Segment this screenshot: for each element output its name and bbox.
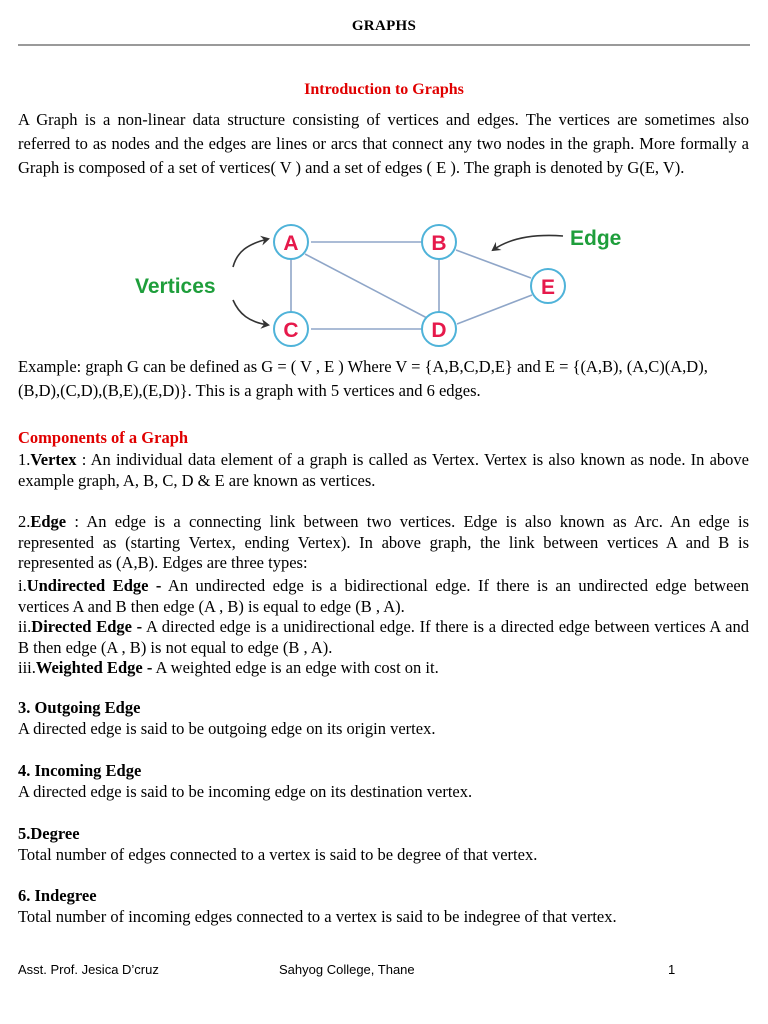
footer-page-number: 1 <box>668 962 676 977</box>
components-heading: Components of a Graph <box>18 428 189 447</box>
vertex-definition <box>18 450 749 491</box>
directed-number: ii. <box>18 617 32 636</box>
edge-arrow-icon <box>493 236 563 250</box>
edge-text: : An edge is a connecting link between two vertices. Edge is also known as Arc. An edge is represented as (starting Vertex, ending Vertex). In above graph, the link between vertices A and B is represented as (A,B). Edges are three types: <box>18 512 749 572</box>
edge-type-directed <box>18 617 749 658</box>
footer-author: Asst. Prof. Jesica D’cruz <box>18 962 159 977</box>
outgoing-heading: 3. Outgoing Edge <box>18 698 141 717</box>
edge-number: 2. <box>18 512 31 531</box>
example-paragraph: Example: graph G can be defined as G = ( V , E ) Where V = {A,B,C,D,E} and E = {(A,B), (A,C)(A,D),(B,D),(C,D),(B,E),(E,D)}. This is a graph with 5 vertices and 6 edges. <box>18 357 708 400</box>
graph-node-a <box>274 225 308 259</box>
edge-b-e <box>456 250 531 278</box>
graph-node-d <box>422 312 456 346</box>
edge-label: Edge <box>570 227 622 250</box>
edge-type-undirected <box>18 576 749 617</box>
directed-term: Directed Edge - <box>31 617 143 636</box>
outgoing-text: A directed edge is said to be outgoing edge on its origin vertex. <box>18 718 436 738</box>
vertices-label: Vertices <box>135 275 216 298</box>
graph-node-b <box>422 225 456 259</box>
edge-type-weighted <box>18 658 749 679</box>
vertices-arrow-down-icon <box>233 300 268 325</box>
node-label-c: C <box>283 319 299 342</box>
vertex-term: Vertex <box>30 450 77 469</box>
node-label-b: B <box>431 232 447 255</box>
graph-node-c <box>274 312 308 346</box>
node-label-a: A <box>283 232 299 255</box>
outgoing-section <box>18 698 749 739</box>
graph-edges <box>291 242 532 329</box>
edge-e-d <box>457 295 532 324</box>
undirected-number: i. <box>18 576 27 595</box>
page-title: GRAPHS <box>351 18 417 34</box>
degree-heading: 5.Degree <box>18 824 80 843</box>
indegree-section <box>18 886 749 927</box>
incoming-section <box>18 761 749 802</box>
weighted-number: iii. <box>18 658 36 677</box>
incoming-heading: 4. Incoming Edge <box>18 761 142 780</box>
edge-definition <box>18 512 749 574</box>
edge-term: Edge <box>30 512 67 531</box>
undirected-text: An undirected edge is a bidirectional edge. If there is an undirected edge between vertices A and B then edge (A , B) is equal to edge (B , A). <box>18 576 749 616</box>
intro-heading: Introduction to Graphs <box>304 81 464 98</box>
incoming-text: A directed edge is said to be incoming edge on its destination vertex. <box>18 781 473 801</box>
graph-node-e <box>531 269 565 303</box>
vertex-number: 1. <box>18 450 31 469</box>
indegree-heading: 6. Indegree <box>18 886 97 905</box>
node-label-d: D <box>431 319 447 342</box>
graph-figure <box>125 212 622 350</box>
degree-text: Total number of edges connected to a vertex is said to be degree of that vertex. <box>18 844 538 864</box>
weighted-term: Weighted Edge - <box>35 658 153 677</box>
weighted-text: A weighted edge is an edge with cost on it. <box>152 658 439 677</box>
intro-paragraph: A Graph is a non-linear data structure consisting of vertices and edges. The vertices are sometimes also referred to as nodes and the edges are lines or arcs that connect any two nodes in the graph. More formally a Graph is composed of a set of vertices( V ) and a set of edges ( E ). The graph is denoted by G(E, V). <box>18 110 749 177</box>
indegree-text: Total number of incoming edges connected to a vertex is said to be indegree of that vertex. <box>18 906 617 926</box>
directed-text: A directed edge is a unidirectional edge. If there is a directed edge between vertices A and B then edge (A , B) is not equal to edge (B , A). <box>18 617 749 657</box>
undirected-term: Undirected Edge - <box>26 576 162 595</box>
edge-a-d <box>305 254 427 318</box>
vertices-arrow-up-icon <box>233 239 268 267</box>
node-label-e: E <box>540 276 556 299</box>
degree-section <box>18 824 749 865</box>
footer-college: Sahyog College, Thane <box>279 962 415 977</box>
header-rule <box>18 44 750 46</box>
vertex-text: : An individual data element of a graph is called as Vertex. Vertex is also known as node. In above example graph, A, B, C, D & E are known as vertices. <box>18 450 749 490</box>
